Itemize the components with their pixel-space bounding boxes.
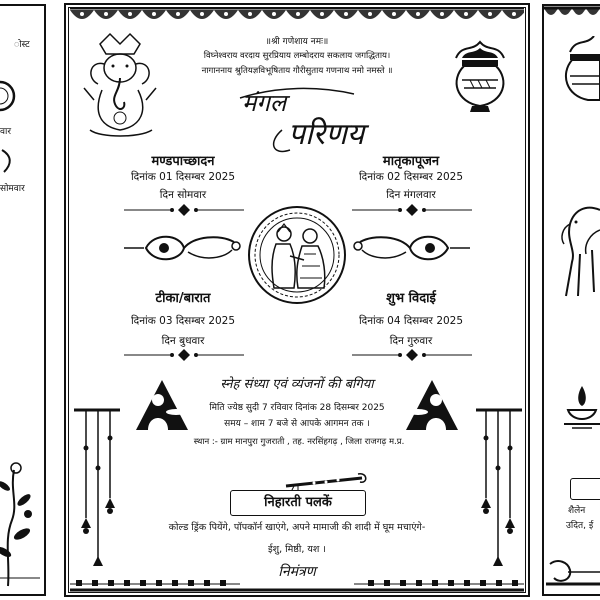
title-word-parinay: परिणय: [288, 117, 365, 152]
kids-heading: निहारती पलकें: [264, 495, 332, 510]
left-card-panel: [0, 0, 46, 600]
bottom-border-ornament: [70, 576, 524, 592]
right-panel-text-2: उदित, ई: [566, 521, 594, 531]
right-top-border-ornament: [544, 6, 600, 24]
left-panel-text-1: ोस्ट: [14, 40, 30, 50]
event-1-date: दिनांक 01 दिसम्बर 2025: [130, 171, 236, 183]
event-4-date: दिनांक 04 दिसम्बर 2025: [358, 315, 464, 327]
event-4-day: दिन गुरुवार: [389, 335, 433, 347]
kids-heading-box: [230, 490, 366, 516]
event-3-name: टीका/बारात: [155, 291, 211, 306]
left-vine-floral-icon: [0, 460, 40, 588]
event-4-name: शुभ विदाई: [386, 291, 436, 306]
title-flourish-icon: [238, 84, 368, 160]
right-footer-word-icon: [546, 558, 600, 588]
main-card-panel: [62, 0, 532, 600]
left-panel-text-3: सोमवार: [0, 184, 25, 194]
right-panel-badge: [570, 478, 600, 500]
waiter-right-illustration-icon: [404, 378, 460, 432]
dinner-date: मिति ज्येष्ठ सुदी 7 रविवार दिनांक 28 दिसम्बर 2025: [209, 403, 385, 413]
left-ornament-circle-icon: [0, 78, 24, 114]
event-2-name: मातृकापूजन: [382, 154, 440, 169]
title-word-mangal: मंगल: [242, 89, 287, 117]
kids-line-1: कोल्ड ड्रिंक पियेंगे, पॉपकॉर्न खाएंगे, अपने मामाजी की शादी में घूम मचाएंगे-: [168, 522, 426, 533]
right-diya-lamp-icon: [564, 384, 600, 432]
kids-line-2: ईशु, मिष्ठी, यश ।: [268, 544, 326, 555]
venue-right-moon-icon: [440, 434, 454, 450]
left-panel-text-2: वार: [0, 127, 12, 137]
event-4-divider-icon: [352, 349, 472, 361]
ganesha-illustration-icon: [80, 30, 160, 140]
left-paisley-ornament-icon: [124, 228, 242, 268]
footer-word: निमंत्रण: [278, 564, 316, 580]
shloka-line-2: नागाननाय श्रुतियज्ञविभूषिताय गौरीसुताय गणनाथ नमो नमस्ते ॥: [201, 66, 393, 76]
right-panel-text-1: शैलेन: [568, 506, 586, 516]
invocation-text: ॥श्री गणेशाय नमः॥: [265, 37, 329, 47]
waiter-left-illustration-icon: [134, 378, 190, 432]
dinner-time: समय – शाम 7 बजे से आपके आगमन तक ।: [224, 419, 370, 429]
event-2-divider-icon: [352, 204, 472, 216]
event-1-day: दिन सोमवार: [159, 189, 207, 201]
event-2-day: दिन मंगलवार: [386, 189, 436, 201]
event-3-day: दिन बुधवार: [161, 335, 205, 347]
right-kalash-pot-icon: [562, 36, 600, 106]
right-card-panel: [540, 0, 600, 600]
event-3-divider-icon: [124, 349, 244, 361]
venue-text: स्थान :- ग्राम मानपुरा गुजराती , तह. नरसिंहगढ़ , जिला राजगढ़ म.प्र.: [193, 437, 405, 447]
right-horse-illustration-icon: [556, 200, 600, 300]
right-paisley-ornament-icon: [352, 228, 470, 268]
event-1-name: मण्डपाच्छादन: [151, 154, 215, 169]
left-flourish-icon: [0, 148, 14, 174]
couple-medallion-illustration: [246, 204, 348, 306]
top-border-ornament: [70, 8, 524, 28]
kalash-pot-icon: [448, 40, 512, 112]
shloka-line-1: विघ्नेश्वराय वरदाय सुरप्रियाय लम्बोदराय सकलाय जगद्धिताय।: [203, 51, 391, 61]
venue-left-moon-icon: [142, 434, 156, 450]
event-3-date: दिनांक 03 दिसम्बर 2025: [130, 315, 236, 327]
dinner-heading: स्नेह संध्या एवं व्यंजनों की बगिया: [220, 377, 374, 392]
event-2-date: दिनांक 02 दिसम्बर 2025: [358, 171, 464, 183]
event-1-divider-icon: [124, 204, 244, 216]
